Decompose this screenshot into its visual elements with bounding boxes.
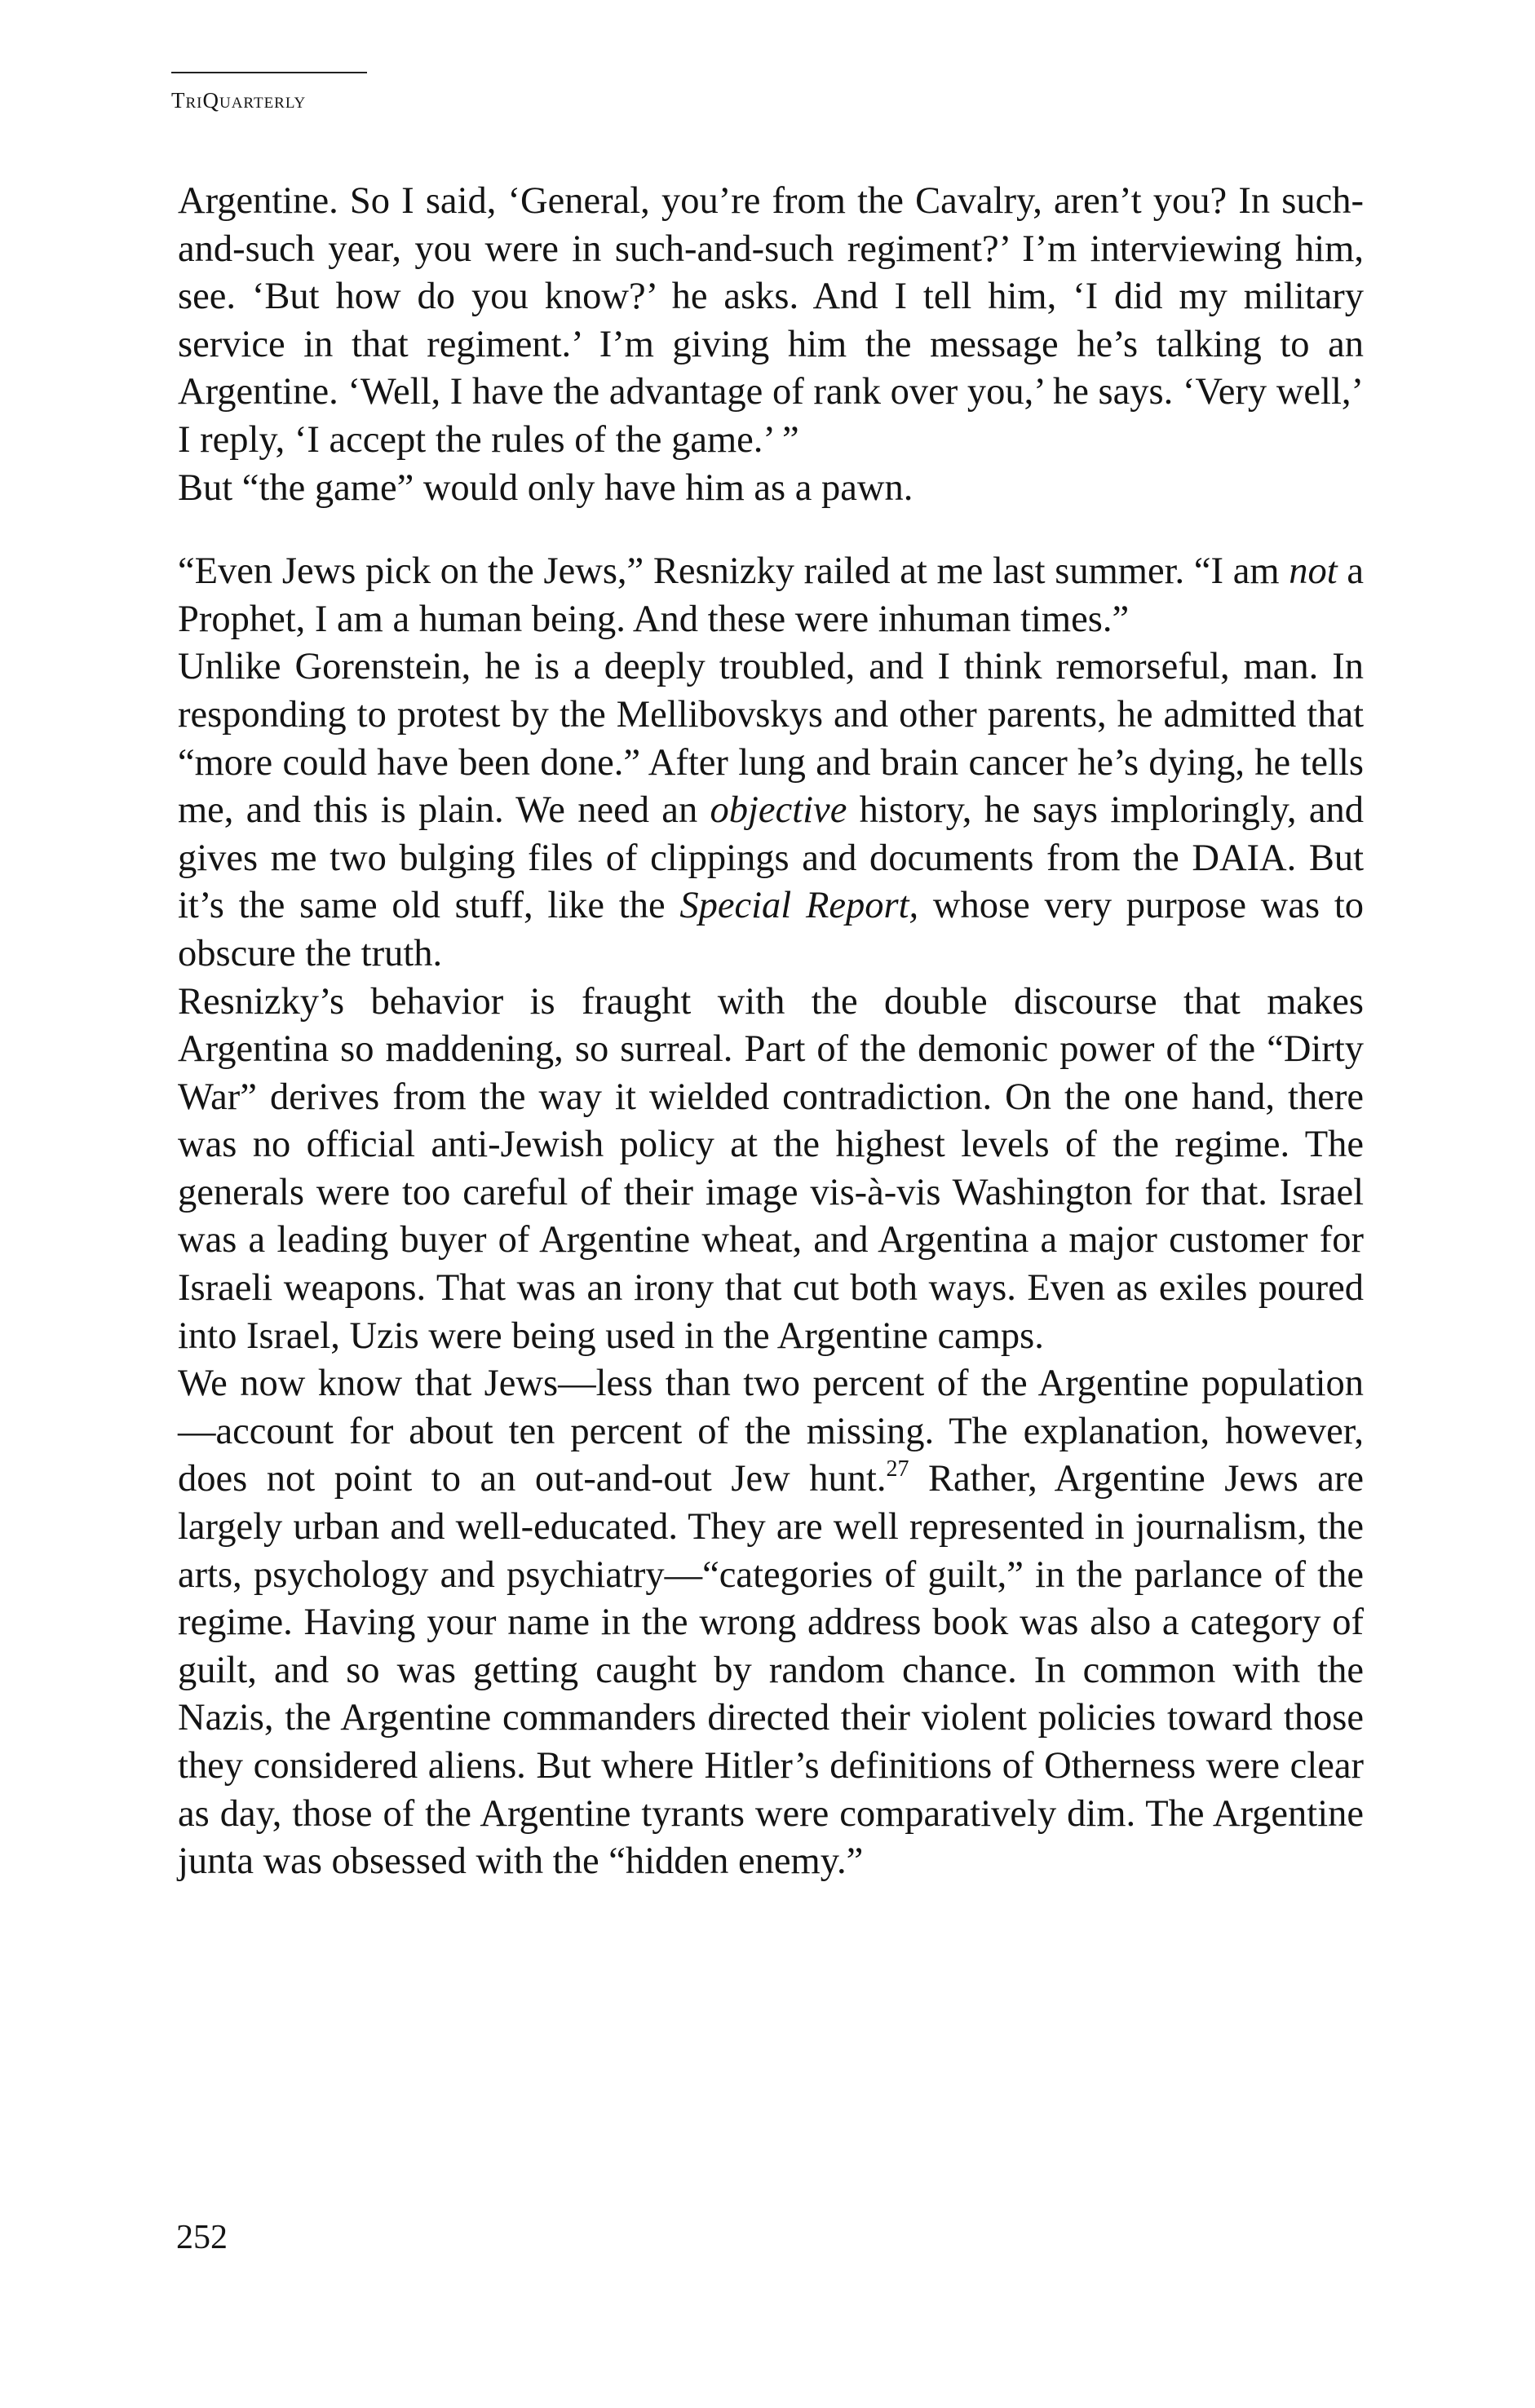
paragraph-6-text-b: Rather, Argentine Jews are largely urban and well-educated. They are well represented in journalism, the arts, psychology and psychiatry—“categories of guilt,” in the parlance of the regime. Having your name in the wrong address book was also a category of guilt, and so was getting caught by random chance. In common with the Nazis, the Argentine commanders directed their violent policies toward those they considered aliens. But where Hitler’s definitions of Otherness were clear as day, those of the Argentine tyrants were comparatively dim. The Argentine junta was obsessed with the “hidden enemy.”: [178, 1458, 1364, 1883]
running-head: TriQuarterly: [171, 72, 367, 113]
paragraph-4-text-c: whose very purpose was to obscure the truth.: [178, 885, 1364, 974]
paragraph-6-text-a: We now know that Jews—less than two percent of the Argentine population—account for about ten percent of the missing. The explanation, however, does not point to an out-and-out Jew hunt.: [178, 1363, 1364, 1500]
footnote-marker: 27: [886, 1456, 909, 1482]
paragraph-2: But “the game” would only have him as a pawn.: [178, 466, 913, 509]
paragraph-4-text-b: history, he says imploringly, and gives me two bulging files of clippings and documents from the DAIA. But it’s the same old stuff, like the: [178, 789, 1364, 927]
section-break: [178, 512, 1364, 548]
paragraph-3-text-b: a Prophet, I am a human being. And these were inhuman times.”: [178, 550, 1364, 640]
paragraph-4-text-a: Unlike Gorenstein, he is a deeply troubled, and I think remorseful, man. In responding to protest by the Mellibovskys and other parents, he admitted that “more could have been done.” After lung and brain cancer he’s dying, he tells me, and this is plain. We need an: [178, 646, 1364, 832]
paragraph-1: Argentine. So I said, ‘General, you’re from the Cavalry, aren’t you? In such-and-such year, you were in such-and-such regiment?’ I’m interviewing him, see. ‘But how do you know?’ he asks. And I tell him, ‘I did my military service in that regiment.’ I’m giving him the message he’s talking to an Argentine. ‘Well, I have the advantage of rank over you,’ he says. ‘Very well,’ I reply, ‘I accept the rules of the game.’ ”: [178, 180, 1364, 461]
paragraph-3: [178, 548, 1364, 643]
paragraph-3-text-a: “Even Jews pick on the Jews,” Resnizky railed at me last summer. “I am: [178, 550, 1289, 593]
paragraph-5: Resnizky’s behavior is fraught with the double discourse that makes Argentina so maddening, so surreal. Part of the demonic power of the “Dirty War” derives from the way it wielded contradiction. On the one hand, there was no official anti-Jewish policy at the highest levels of the regime. The generals were too careful of their image vis-à-vis Washington for that. Israel was a leading buyer of Argentine wheat, and Argentina a major customer for Israeli weapons. That was an irony that cut both ways. Even as exiles poured into Israel, Uzis were being used in the Argentine camps.: [178, 980, 1364, 1357]
page-number: 252: [176, 2219, 228, 2256]
paragraph-6: [178, 1360, 1364, 1886]
paragraph-4-emphasis-special-report: Special Report,: [679, 885, 919, 927]
paragraph-3-emphasis: not: [1289, 550, 1338, 593]
paragraph-4-emphasis-objective: objective: [710, 789, 847, 832]
body-text: [178, 178, 1364, 1886]
paragraph-4: [178, 643, 1364, 978]
